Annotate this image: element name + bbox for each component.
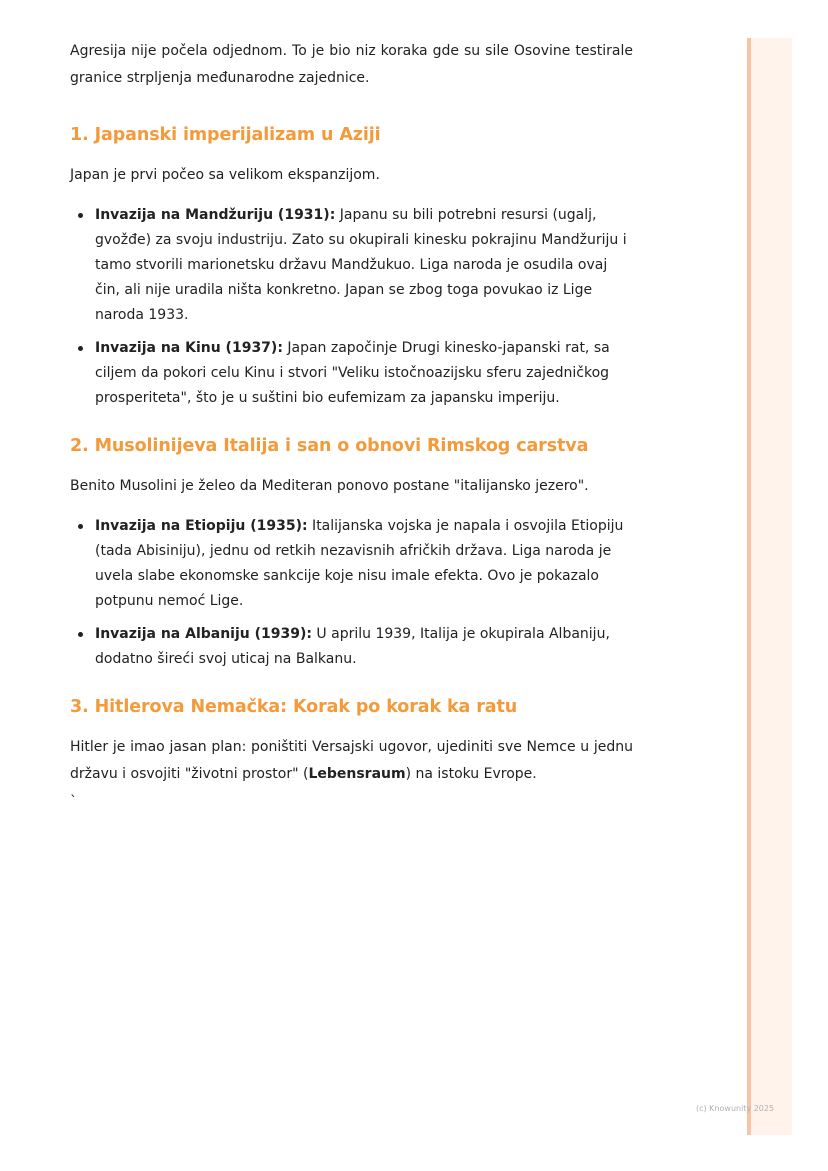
list-item-text: U aprilu 1939, Italija je okupirala Albaniju, dodatno šireći svoj uticaj na Balkanu. xyxy=(95,626,610,667)
bullet-list-japan xyxy=(70,203,633,411)
section-heading-germany: 3. Hitlerova Nemačka: Korak po korak ka ratu xyxy=(70,697,518,717)
document-body xyxy=(70,38,633,812)
lead-text-before: Hitler je imao jasan plan: poništiti Versajski ugovor, ujediniti sve Nemce u jednu državu i osvojiti "životni prostor" ( xyxy=(70,739,633,782)
stray-mark: ` xyxy=(70,794,77,810)
list-item-term: Invazija na Albaniju (1939): xyxy=(95,626,312,642)
list-item xyxy=(70,203,633,328)
list-item-term: Invazija na Kinu (1937): xyxy=(95,340,283,356)
bullet-list-italy xyxy=(70,514,633,672)
list-item xyxy=(70,336,633,411)
section-heading-italy: 2. Musolinijeva Italija i san o obnovi Rimskog carstva xyxy=(70,436,589,456)
section-lead-italy: Benito Musolini je želeo da Mediteran ponovo postane "italijansko jezero". xyxy=(70,478,589,494)
list-item xyxy=(70,622,633,672)
list-item-text: Japanu su bili potrebni resursi (ugalj, gvožđe) za svoju industriju. Zato su okupirali kinesku pokrajinu Mandžuriju i tamo stvorili marionetsku državu Mandžukuo. Liga naroda je osudila ovaj čin, ali nije uradila ništa konkretno. Japan se zbog toga povukao iz Lige naroda 1933. xyxy=(95,207,627,323)
intro-paragraph: Agresija nije počela odjednom. To je bio niz koraka gde su sile Osovine testirale granice strpljenja međunarodne zajednice. xyxy=(70,43,633,86)
list-item-text: Italijanska vojska je napala i osvojila Etiopiju (tada Abisiniju), jednu od retkih nezavisnih afričkih država. Liga naroda je uvela slabe ekonomske sankcije koje nisu imale efekta. Ovo je pokazalo potpunu nemoć Lige. xyxy=(95,518,624,609)
list-item-term: Invazija na Etiopiju (1935): xyxy=(95,518,308,534)
list-item-text: Japan započinje Drugi kinesko-japanski rat, sa ciljem da pokori celu Kinu i stvori "Veliku istočnoazijsku sferu zajedničkog prosperiteta", što je u suštini bio eufemizam za japansku imperiju. xyxy=(95,340,610,406)
section-lead-germany xyxy=(70,734,633,788)
list-item xyxy=(70,514,633,614)
lead-bold-term: Lebensraum xyxy=(308,766,406,782)
sidebar-fill xyxy=(751,38,792,1135)
lead-text-after: ) na istoku Evrope. xyxy=(405,766,537,782)
section-heading-japan: 1. Japanski imperijalizam u Aziji xyxy=(70,125,381,145)
footer-copyright: (c) Knowunity 2025 xyxy=(696,1104,775,1113)
decorative-sidebar xyxy=(747,38,792,1135)
section-lead-japan: Japan je prvi počeo sa velikom ekspanzijom. xyxy=(70,167,380,183)
list-item-term: Invazija na Mandžuriju (1931): xyxy=(95,207,336,223)
